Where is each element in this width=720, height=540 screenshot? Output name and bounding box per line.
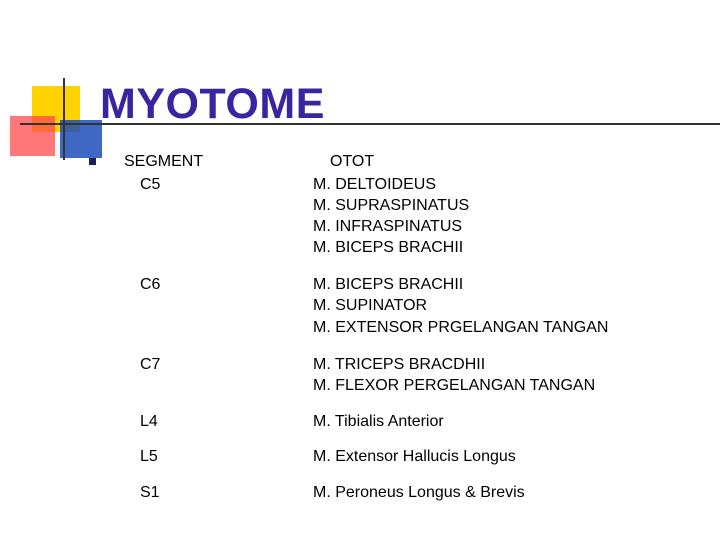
segment-label: C6 bbox=[140, 276, 161, 293]
slide-title: MYOTOME bbox=[100, 80, 325, 128]
red-accent-square bbox=[10, 116, 55, 156]
otot-header: OTOT bbox=[330, 153, 375, 170]
muscle-item: M. SUPINATOR bbox=[313, 297, 428, 314]
bullet-icon bbox=[89, 158, 96, 165]
muscle-item: M. DELTOIDEUS bbox=[313, 176, 436, 193]
muscle-item: M. BICEPS BRACHII bbox=[313, 239, 464, 256]
segment-label: L5 bbox=[140, 448, 158, 465]
muscle-item: M. Extensor Hallucis Longus bbox=[313, 448, 516, 465]
muscle-item: M. Peroneus Longus & Brevis bbox=[313, 484, 525, 501]
segment-label: C5 bbox=[140, 176, 161, 193]
muscle-item: M. EXTENSOR PRGELANGAN TANGAN bbox=[313, 319, 609, 336]
vertical-accent-line bbox=[63, 78, 65, 160]
muscle-item: M. FLEXOR PERGELANGAN TANGAN bbox=[313, 377, 596, 394]
muscle-item: M. TRICEPS BRACDHII bbox=[313, 356, 486, 373]
muscle-item: M. Tibialis Anterior bbox=[313, 413, 444, 430]
segment-label: L4 bbox=[140, 413, 158, 430]
segment-label: C7 bbox=[140, 356, 161, 373]
muscle-item: M. SUPRASPINATUS bbox=[313, 197, 470, 214]
blue-accent-square bbox=[60, 120, 102, 158]
segment-header: SEGMENT bbox=[124, 153, 204, 170]
segment-label: S1 bbox=[140, 484, 160, 501]
muscle-item: M. INFRASPINATUS bbox=[313, 218, 463, 235]
muscle-item: M. BICEPS BRACHII bbox=[313, 276, 464, 293]
